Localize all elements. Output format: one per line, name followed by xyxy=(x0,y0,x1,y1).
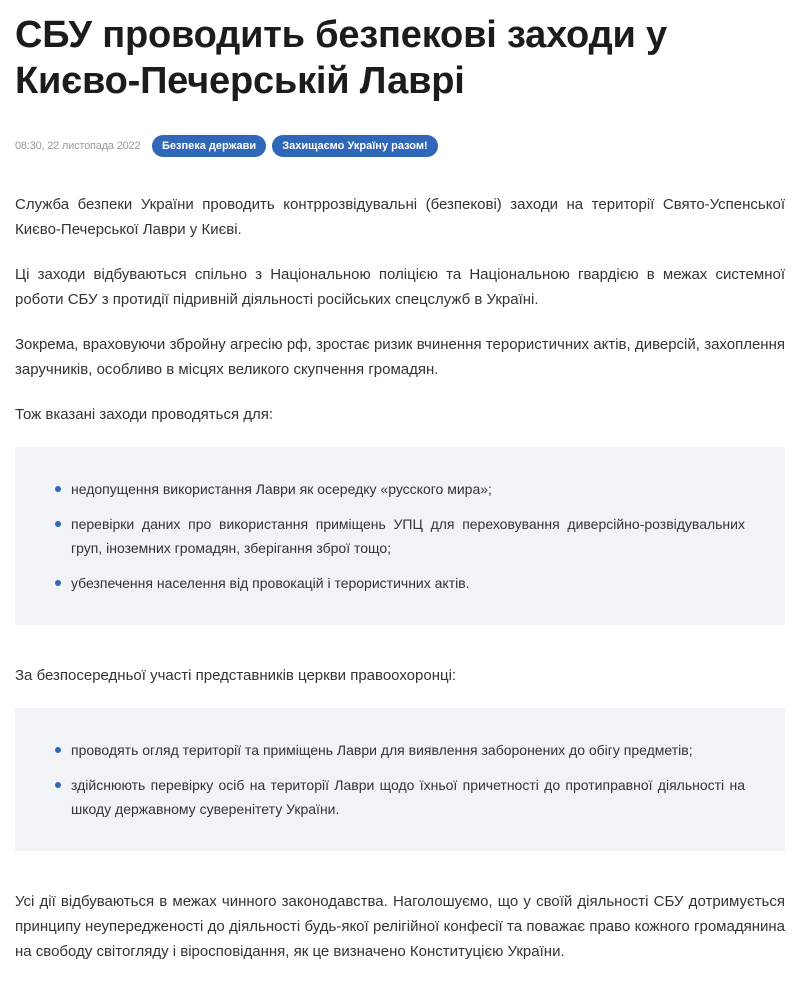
measures-list xyxy=(55,477,745,595)
article-body xyxy=(15,192,785,964)
actions-list xyxy=(55,738,745,821)
list-item-text: проводять огляд території та приміщень Лаври для виявлення заборонених до обігу предметів; xyxy=(71,742,693,758)
paragraph: Зокрема, враховуючи збройну агресію рф, зростає ризик вчинення терористичних актів, диверсій, захоплення заручників, особливо в місцях великого скупчення громадян. xyxy=(15,336,785,378)
list-item-text: убезпечення населення від провокацій і терористичних актів. xyxy=(71,575,470,591)
list-item xyxy=(55,477,745,501)
list-item xyxy=(55,738,745,762)
actions-list-box xyxy=(15,708,785,851)
bullet-icon xyxy=(55,747,61,753)
spacer xyxy=(15,871,785,889)
publish-date: 08:30, 22 листопада 2022 xyxy=(15,140,141,152)
list-item xyxy=(55,773,745,821)
list-item-text: перевірки даних про використання приміщень УПЦ для переховування диверсійно-розвідувальних груп, іноземних громадян, зберігання зброї тощо; xyxy=(71,516,745,556)
article-title: СБУ проводить безпекові заходи у Києво-Печерській Лаврі xyxy=(15,14,667,102)
bullet-icon xyxy=(55,580,61,586)
list-item xyxy=(55,571,745,595)
list-item-text: недопущення використання Лаври як осередку «русского мира»; xyxy=(71,481,492,497)
paragraph: Усі дії відбуваються в межах чинного законодавства. Наголошуємо, що у своїй діяльності СБУ дотримується принципу неупередженості до діяльності будь-якої релігійної конфесії та поважає право кожного громадянина на свободу світогляду і віросповідання, як це визначено Конституцією України. xyxy=(15,893,785,960)
spacer xyxy=(15,645,785,663)
paragraph: За безпосередньої участі представників церкви правоохоронці: xyxy=(15,667,457,684)
measures-list-box xyxy=(15,447,785,625)
bullet-icon xyxy=(55,486,61,492)
tag-state-security[interactable]: Безпека держави xyxy=(152,135,266,157)
list-item xyxy=(55,512,745,560)
article-meta xyxy=(15,134,785,158)
list-item-text: здійснюють перевірку осіб на території Лаври щодо їхньої причетності до протиправної діяльності на шкоду державному суверенітету України. xyxy=(71,777,745,817)
bullet-icon xyxy=(55,521,61,527)
paragraph: Тож вказані заходи проводяться для: xyxy=(15,406,274,423)
bullet-icon xyxy=(55,782,61,788)
tag-defend-ukraine-together[interactable]: Захищаємо Україну разом! xyxy=(272,135,437,157)
paragraph: Служба безпеки України проводить контррозвідувальні (безпекові) заходи на території Свято-Успенської Києво-Печерської Лаври у Києві. xyxy=(15,196,785,238)
paragraph: Ці заходи відбуваються спільно з Національною поліцією та Національною гвардією в межах системної роботи СБУ з протидії підривній діяльності російських спецслужб в Україні. xyxy=(15,266,785,308)
